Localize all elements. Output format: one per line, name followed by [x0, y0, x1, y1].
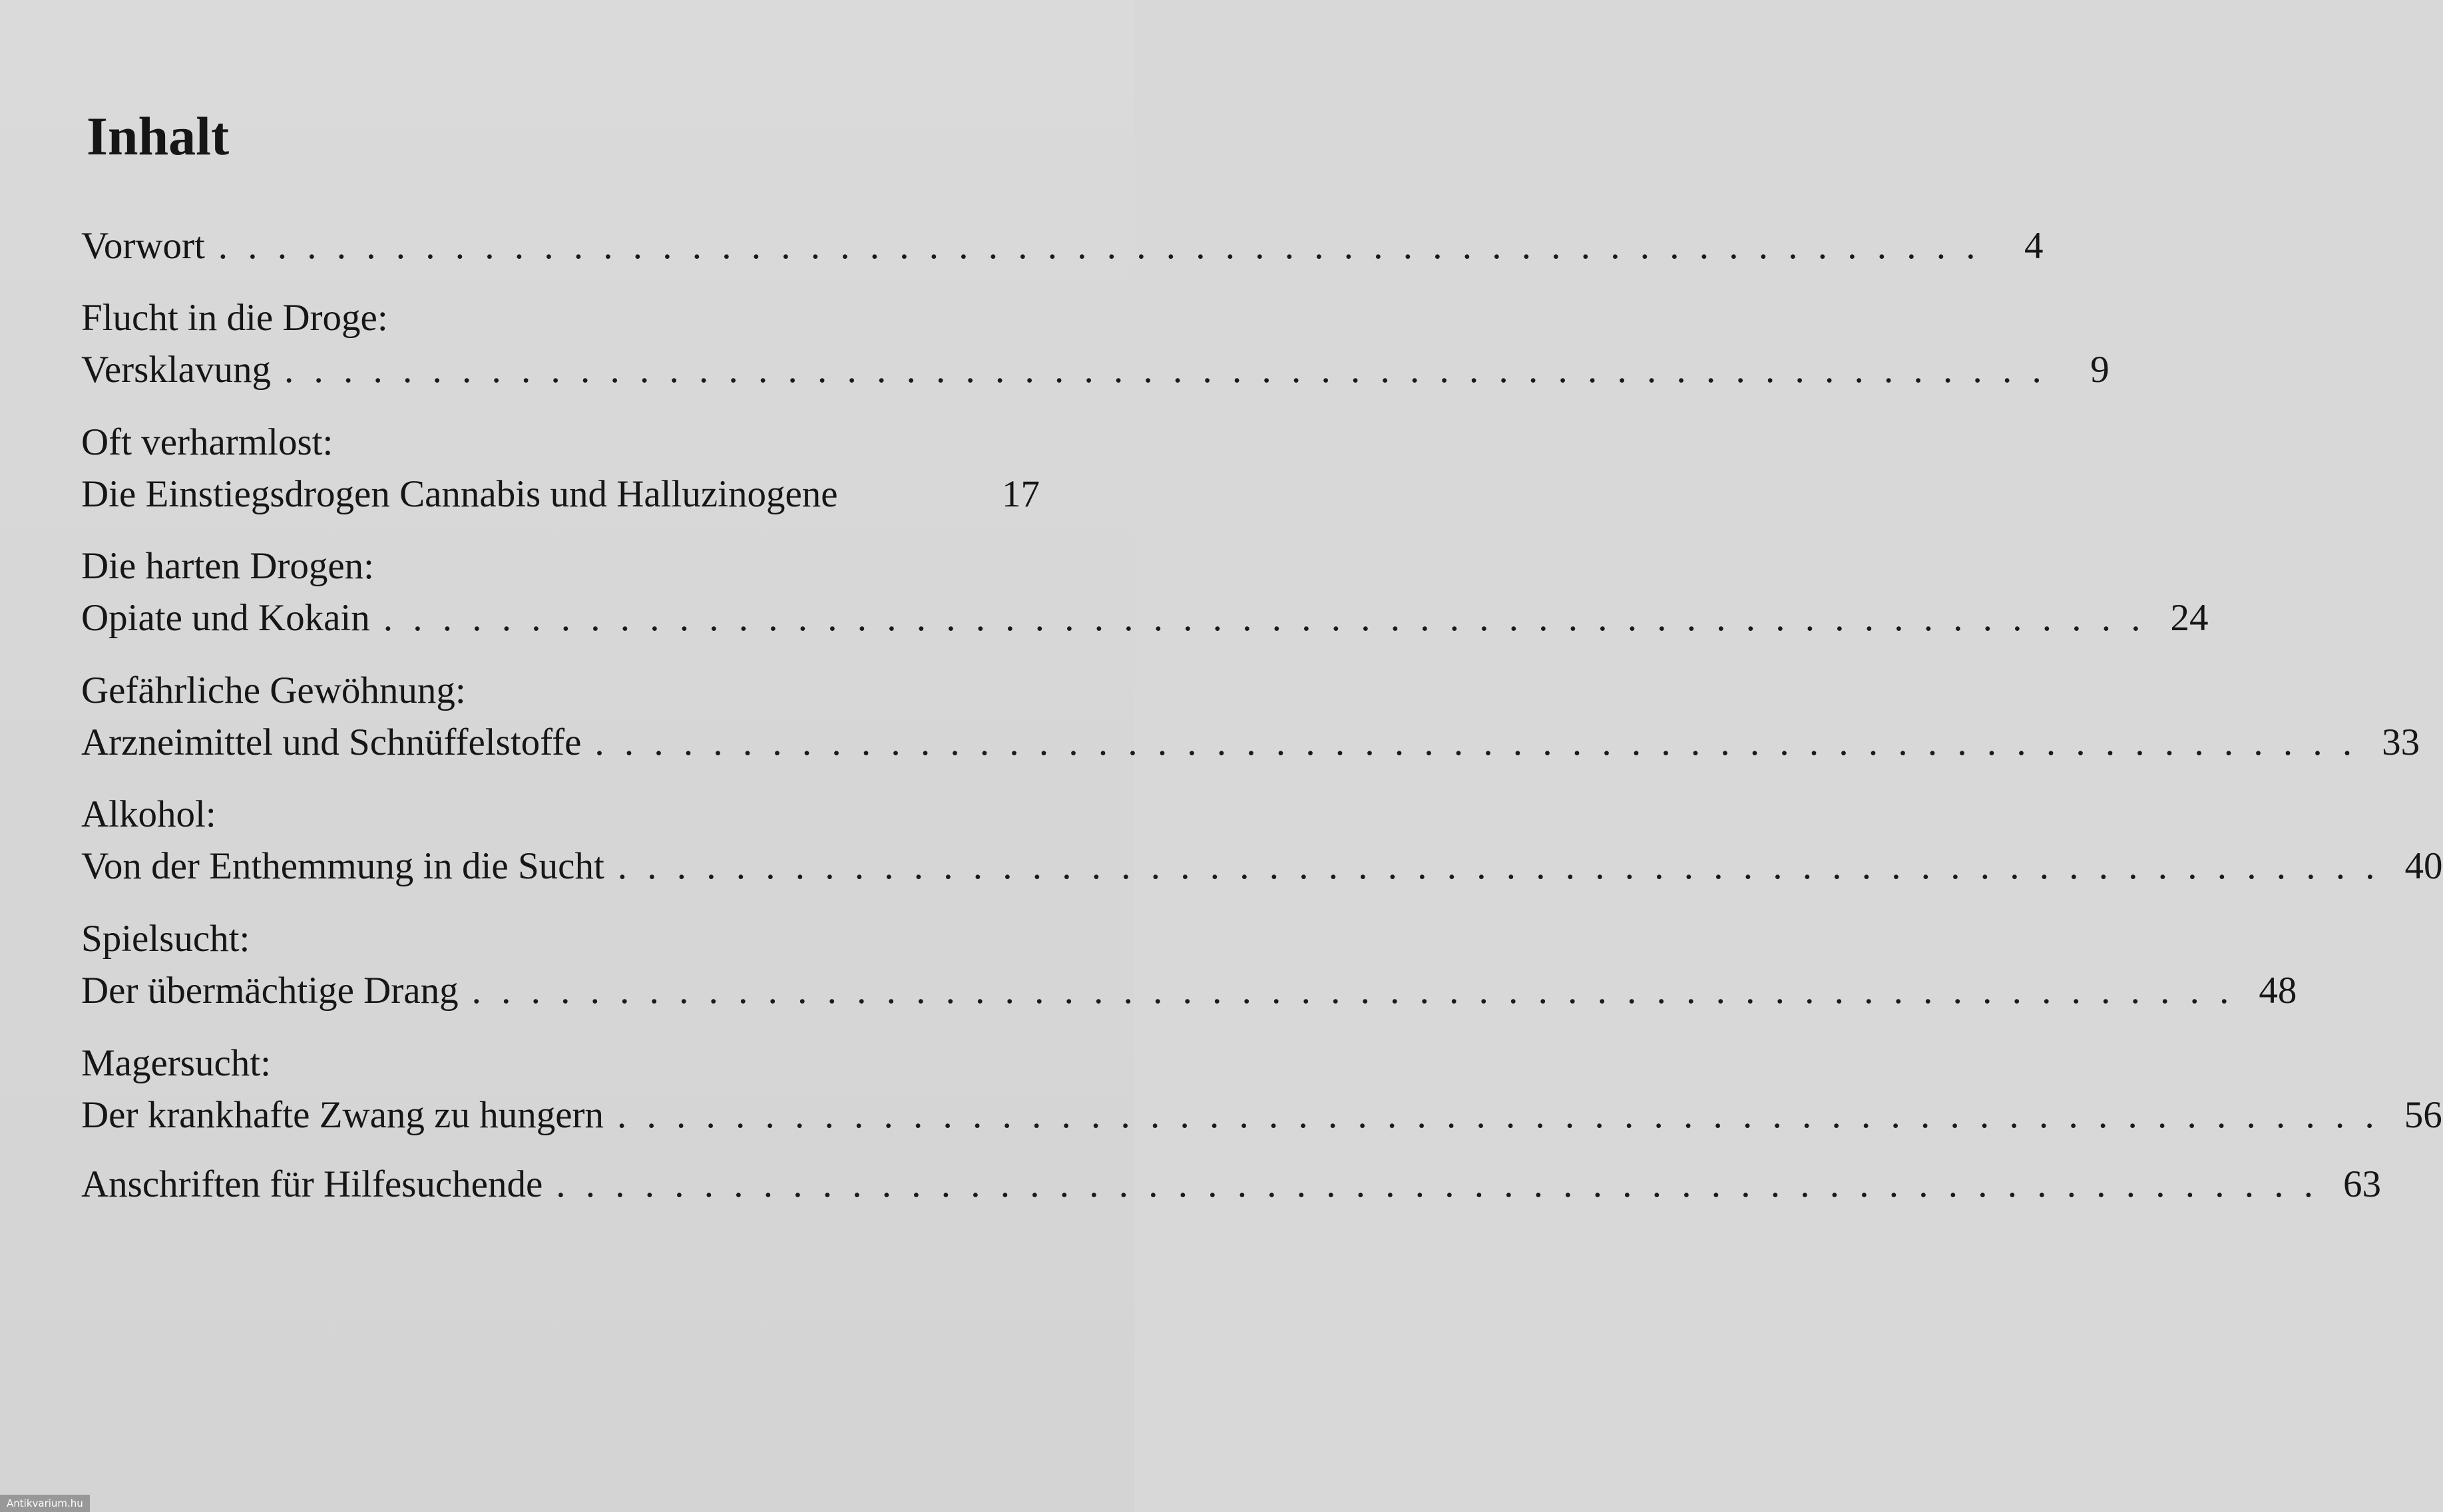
- leader-dots: . . . . . . . . . . . . . . . . . . . . . . . . . . . . . . . . . . . . . . . . . . . . . . . . . . . . . . . . . . . .: [383, 597, 2146, 639]
- toc-entry-title: Die Einstiegsdrogen Cannabis und Halluzinogene: [81, 473, 838, 515]
- toc-heading-text: Gefährliche Gewöhnung:: [81, 669, 466, 711]
- leader-dots: . . . . . . . . . . . . . . . . . . . . . . . . . . . . . . . . . . . . . . . . . . . . . . . . . . . . . . . . . . . .: [556, 1163, 2319, 1205]
- toc-page-number: 63: [2343, 1163, 2381, 1205]
- leader-dots: . . . . . . . . . . . . . . . . . . . . . . . . . . . . . . . . . . . . . . . . . . . . . . . . . . . . . . . . . . . .: [471, 970, 2235, 1012]
- toc-section-heading: [81, 289, 1040, 347]
- toc-heading-text: Flucht in die Droge:: [81, 297, 388, 339]
- toc-heading-text: Magersucht:: [81, 1042, 271, 1084]
- toc-page-number: 24: [2170, 597, 2209, 639]
- leader-dots: . . . . . . . . . . . . . . . . . . . . . . . . . . . . . . . . . . . . . . . . . . . . . . . . . . . . . . . . . . . .: [218, 225, 1981, 267]
- toc-entry-title: Von der Enthemmung in die Sucht: [81, 845, 604, 887]
- toc-entry-opiate: [81, 590, 2209, 647]
- leader-dots: . . . . . . . . . . . . . . . . . . . . . . . . . . . . . . . . . . . . . . . . . . . . . . . . . . . . . . . . . . . .: [617, 1094, 2380, 1136]
- toc-page-number: 33: [2382, 721, 2420, 763]
- toc-heading-text: Spielsucht:: [81, 918, 250, 960]
- toc-entry-spielsucht: [81, 962, 2297, 1020]
- toc-page-number: 17: [1002, 473, 1040, 515]
- toc-page-number: 48: [2259, 970, 2297, 1012]
- toc-entry-title: Arzneimittel und Schnüffelstoffe: [81, 721, 582, 763]
- toc-entry-magersucht: [81, 1087, 2442, 1144]
- toc-page-number: 4: [2024, 225, 2044, 267]
- leader-dots: . . . . . . . . . . . . . . . . . . . . . . . . . . . . . . . . . . . . . . . . . . . . . . . . . . . . . . . . . . . .: [284, 349, 2047, 391]
- toc-entry-einstiegsdrogen: [81, 466, 1040, 523]
- toc-entry-title: Der krankhafte Zwang zu hungern: [81, 1094, 604, 1136]
- toc-section-heading: [81, 1035, 1040, 1092]
- toc-section-heading: [81, 414, 1040, 471]
- page-title: Inhalt: [87, 106, 230, 166]
- toc-entry-anschriften: [81, 1156, 2381, 1213]
- toc-heading-text: Die harten Drogen:: [81, 545, 374, 587]
- toc-entry-versklavung: [81, 341, 2110, 399]
- toc-entry-arzneimittel: [81, 714, 2420, 771]
- toc-entry-title: Der übermächtige Drang: [81, 970, 459, 1012]
- toc-section-heading: [81, 662, 1040, 719]
- toc-entry-title: Vorwort: [81, 225, 205, 267]
- toc-heading-text: Oft verharmlost:: [81, 421, 333, 463]
- toc-heading-text: Alkohol:: [81, 793, 216, 835]
- toc-entry-title: Versklavung: [81, 349, 271, 391]
- toc-entry-title: Anschriften für Hilfesuchende: [81, 1163, 543, 1205]
- toc-entry-vorwort: [81, 218, 2044, 275]
- toc-entry-alkohol: [81, 838, 2443, 895]
- watermark: Antikvarium.hu: [0, 1495, 90, 1512]
- toc-page-number: 9: [2090, 349, 2110, 391]
- leader-dots: . . . . . . . . . . . . . . . . . . . . . . . . . . . . . . . . . . . . . . . . . . . . . . . . . . . . . . . . . . . .: [617, 845, 2380, 887]
- toc-section-heading: [81, 786, 1040, 843]
- toc-page-number: 40: [2404, 845, 2443, 887]
- toc-page-number: 56: [2404, 1094, 2442, 1136]
- leader-dots: . . . . . . . . . . . . . . . . . . . . . . . . . . . . . . . . . . . . . . . . . . . . . . . . . . . . . . . . . . . .: [594, 721, 2358, 763]
- toc-entry-title: Opiate und Kokain: [81, 597, 370, 639]
- toc-section-heading: [81, 538, 1040, 595]
- toc-section-heading: [81, 910, 1040, 968]
